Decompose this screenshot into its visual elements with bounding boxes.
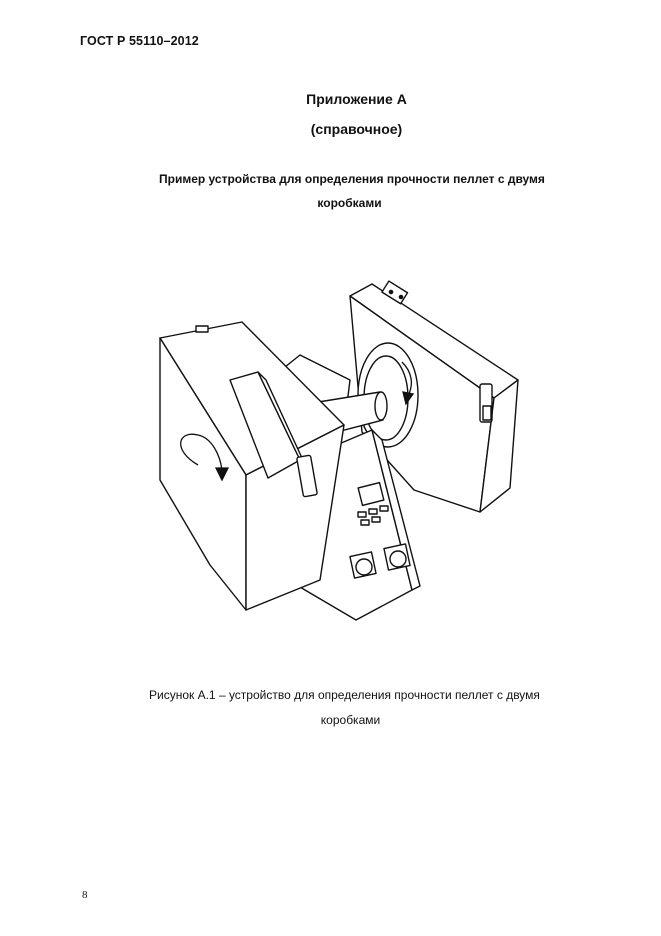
pellet-strength-device-illustration <box>150 280 530 630</box>
appendix-subtitle: (справочное) <box>310 121 403 137</box>
document-header: ГОСТ Р 55110–2012 <box>80 34 199 48</box>
section-heading-line-2: коробками <box>317 196 382 210</box>
figure-caption-line-1: Рисунок А.1 – устройство для определения прочности пеллет с двумя <box>149 688 540 702</box>
page-number: 8 <box>82 889 88 901</box>
figure-caption-line-2: коробками <box>320 713 381 727</box>
appendix-title: Приложение А <box>306 91 407 107</box>
section-heading-line-1: Пример устройства для определения прочности пеллет с двумя <box>159 172 545 186</box>
